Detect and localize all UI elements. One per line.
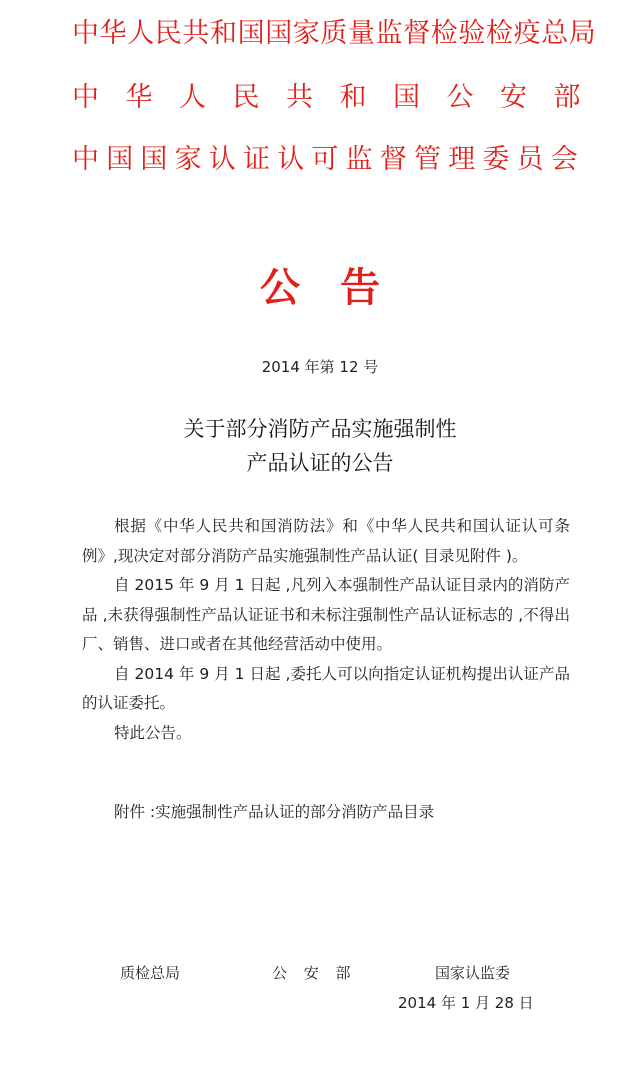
issuer-ministry-of-public-security: 中华人民共和国公安部 xyxy=(72,82,607,113)
signatory-public-security: 公 安 部 xyxy=(272,964,357,982)
announcement-subject xyxy=(0,412,640,480)
body-paragraph: 自 2014 年 9 月 1 日起 ,委托人可以向指定认证机构提出认证产品的认证委托。 xyxy=(82,664,570,712)
attachment-note: 附件 :实施强制性产品认证的部分消防产品目录 xyxy=(114,803,435,821)
notice-title: 公告 xyxy=(260,265,420,311)
body-paragraph: 根据《中华人民共和国消防法》和《中华人民共和国认证认可条例》,现决定对部分消防产品实施强制性产品认证( 目录见附件 )。 xyxy=(82,517,570,565)
issuer-cnca: 中国国家认证认可监督管理委员会 xyxy=(72,144,585,175)
signatories xyxy=(0,962,640,986)
document-number: 2014 年第 12 号 xyxy=(261,358,379,376)
body-paragraph: 自 2015 年 9 月 1 日起 ,凡列入本强制性产品认证目录内的消防产品 ,未获得强制性产品认证证书和未标注强制性产品认证标志的 ,不得出厂、销售、进口或者在其他经营活动中使用。 xyxy=(82,576,570,653)
subject-line-2: 产品认证的公告 xyxy=(246,451,394,475)
announcement-body xyxy=(82,512,570,748)
signatory-cnca: 国家认监委 xyxy=(435,964,511,982)
subject-line-1: 关于部分消防产品实施强制性 xyxy=(183,417,457,441)
signatory-aqsiq: 质检总局 xyxy=(120,964,181,982)
issuer-aqsiq: 中华人民共和国国家质量监督检验检疫总局 xyxy=(72,18,597,49)
closing-remark: 特此公告。 xyxy=(114,723,192,742)
signing-date: 2014 年 1 月 28 日 xyxy=(398,994,534,1012)
